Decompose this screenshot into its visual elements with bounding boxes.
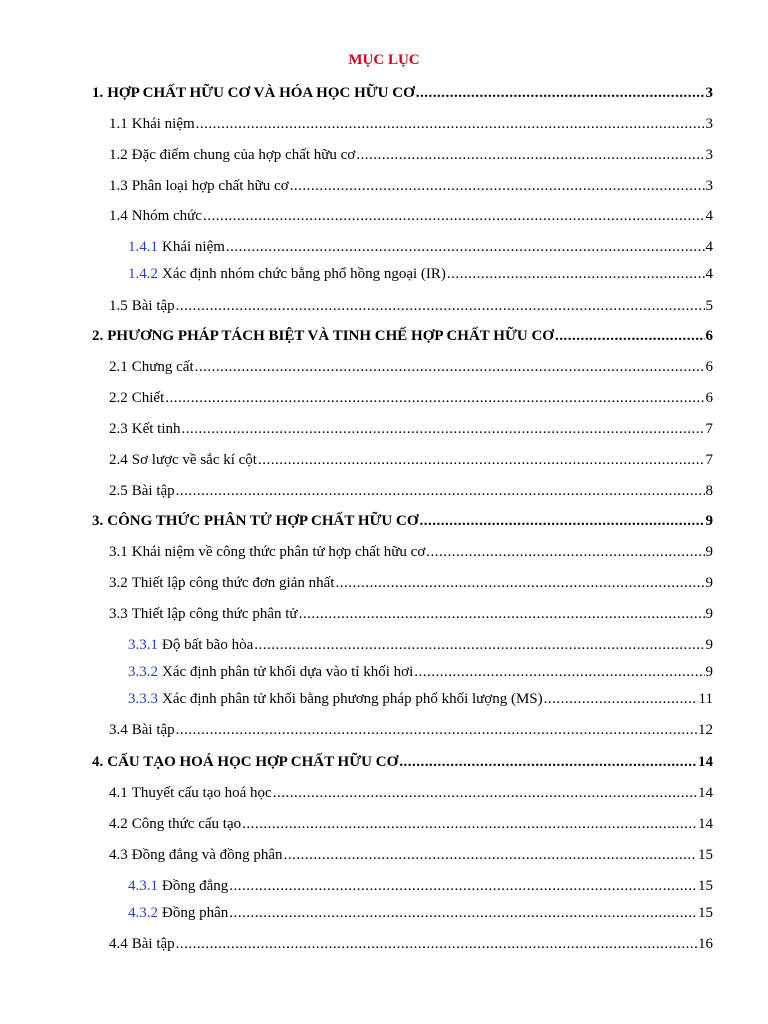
toc-leader [203, 207, 705, 225]
toc-entry-page: 3 [705, 85, 713, 101]
toc-leader [447, 265, 705, 283]
toc-entry-number: 4.1 [109, 785, 128, 801]
toc-leader [182, 420, 705, 438]
toc-leader [299, 605, 705, 623]
toc-entry-number: 1.4.1 [128, 239, 158, 255]
toc-entry-page: 9 [705, 664, 713, 680]
toc-leader [335, 574, 704, 592]
toc-entry-3[interactable] [92, 512, 713, 530]
toc-entry-number: 2.1 [109, 359, 128, 375]
toc-entry-number: 3.1 [109, 544, 128, 560]
toc-leader [254, 636, 704, 654]
toc-entry-4-1[interactable] [109, 784, 713, 802]
toc-entry-number: 2. [92, 328, 104, 344]
toc-entry-page: 14 [698, 816, 713, 832]
toc-leader [176, 935, 697, 953]
toc-leader [242, 815, 697, 833]
toc-entry-page: 6 [705, 328, 713, 344]
toc-leader [555, 327, 705, 345]
toc-entry-3-1[interactable] [109, 543, 713, 561]
toc-entry-4-4[interactable] [109, 935, 713, 953]
toc-entry-number: 4. [92, 754, 104, 770]
toc-entry-page: 6 [705, 390, 713, 406]
toc-entry-number: 2.5 [109, 483, 128, 499]
toc-entry-number: 1. [92, 85, 104, 101]
toc-entry-text: CẤU TẠO HOÁ HỌC HỢP CHẤT HỮU CƠ [107, 754, 399, 770]
toc-entry-text: Chưng cất [131, 359, 194, 375]
toc-leader [414, 663, 704, 681]
toc-entry-text: Sơ lược về sắc kí cột [131, 452, 257, 468]
toc-entry-page: 9 [705, 637, 713, 653]
toc-entry-text: Bài tập [131, 483, 175, 499]
toc-entry-page: 14 [698, 754, 713, 770]
toc-entry-number: 1.4.2 [128, 266, 158, 282]
toc-entry-page: 16 [698, 936, 713, 952]
toc-entry-text: Thuyết cấu tạo hoá học [131, 785, 272, 801]
toc-entry-number: 4.3.1 [128, 878, 158, 894]
toc-entry-number: 3.2 [109, 575, 128, 591]
toc-entry-page: 3 [705, 116, 713, 132]
toc-entry-text: PHƯƠNG PHÁP TÁCH BIỆT VÀ TINH CHẾ HỢP CHẤT HỮU CƠ [107, 328, 554, 344]
toc-entry-text: Công thức cấu tạo [131, 816, 242, 832]
toc-entry-text: Thiết lập công thức phân tử [131, 606, 298, 622]
toc-entry-number: 2.2 [109, 390, 128, 406]
toc-entry-number: 2.4 [109, 452, 128, 468]
toc-entry-3-2[interactable] [109, 574, 713, 592]
toc-leader [544, 690, 698, 708]
toc-entry-2-2[interactable] [109, 389, 713, 407]
toc-entry-1-4-2[interactable] [128, 265, 713, 283]
toc-entry-1-4[interactable] [109, 207, 713, 225]
toc-entry-4[interactable] [92, 753, 713, 771]
toc-entry-page: 9 [705, 606, 713, 622]
toc-leader [258, 451, 705, 469]
toc-leader [290, 177, 705, 195]
toc-entry-page: 4 [705, 239, 713, 255]
toc-leader [226, 238, 705, 256]
toc-entry-text: Khái niệm [162, 239, 225, 255]
toc-entry-page: 5 [705, 298, 713, 314]
toc-leader [284, 846, 697, 864]
toc-entry-page: 9 [705, 575, 713, 591]
toc-leader [176, 297, 705, 315]
toc-entry-page: 15 [698, 878, 713, 894]
toc-entry-3-3-1[interactable] [128, 636, 713, 654]
toc-entry-4-3-2[interactable] [128, 904, 713, 922]
toc-entry-text: Phân loại hợp chất hữu cơ [131, 178, 289, 194]
toc-entry-3-4[interactable] [109, 721, 713, 739]
toc-title: MỤC LỤC [348, 52, 420, 68]
toc-entry-text: Xác định phân tử khối dựa vào tỉ khối hơi [162, 664, 414, 680]
toc-entry-text: HỢP CHẤT HỮU CƠ VÀ HÓA HỌC HỮU CƠ [107, 85, 415, 101]
toc-leader [229, 877, 697, 895]
toc-entry-text: Độ bất bão hòa [162, 637, 254, 653]
toc-entry-number: 2.3 [109, 421, 128, 437]
toc-leader [196, 115, 705, 133]
toc-entry-1[interactable] [92, 84, 713, 102]
toc-entry-number: 1.3 [109, 178, 128, 194]
toc-entry-text: Thiết lập công thức đơn giản nhất [131, 575, 335, 591]
toc-entry-page: 4 [705, 266, 713, 282]
toc-entry-text: Khái niệm [131, 116, 195, 132]
toc-entry-2-5[interactable] [109, 482, 713, 500]
toc-leader [273, 784, 697, 802]
toc-entry-1-5[interactable] [109, 297, 713, 315]
toc-entry-page: 6 [705, 359, 713, 375]
toc-entry-2-1[interactable] [109, 358, 713, 376]
toc-entry-3-3-3[interactable] [128, 690, 713, 708]
toc-entry-page: 15 [698, 905, 713, 921]
toc-leader [416, 84, 705, 102]
toc-entry-text: Đồng phân [162, 905, 229, 921]
toc-entry-4-3-1[interactable] [128, 877, 713, 895]
toc-entry-text: Chiết [131, 390, 165, 406]
toc-leader [229, 904, 697, 922]
toc-entry-page: 7 [705, 452, 713, 468]
toc-entry-text: Nhóm chức [131, 208, 202, 224]
toc-entry-page: 3 [705, 147, 713, 163]
toc-entry-number: 4.4 [109, 936, 128, 952]
toc-entry-page: 8 [705, 483, 713, 499]
toc-entry-number: 3. [92, 513, 104, 529]
toc-leader [356, 146, 704, 164]
toc-entry-page: 15 [698, 847, 713, 863]
toc-entry-1-2[interactable] [109, 146, 713, 164]
toc-entry-3-3-2[interactable] [128, 663, 713, 681]
toc-entry-text: Bài tập [131, 722, 175, 738]
toc-leader [426, 543, 704, 561]
toc-entry-text: Kết tinh [131, 421, 181, 437]
toc-entry-number: 3.3.3 [128, 691, 158, 707]
toc-entry-number: 1.5 [109, 298, 128, 314]
toc-leader [176, 721, 697, 739]
toc-entry-4-2[interactable] [109, 815, 713, 833]
toc-leader [195, 358, 705, 376]
toc-entry-4-3[interactable] [109, 846, 713, 864]
toc-entry-page: 14 [698, 785, 713, 801]
toc-entry-2[interactable] [92, 327, 713, 345]
toc-entry-text: Đồng đẳng và đồng phân [131, 847, 283, 863]
toc-entry-2-4[interactable] [109, 451, 713, 469]
toc-entry-number: 3.3 [109, 606, 128, 622]
toc-entry-number: 4.3.2 [128, 905, 158, 921]
toc-entry-2-3[interactable] [109, 420, 713, 438]
toc-entry-text: CÔNG THỨC PHÂN TỬ HỢP CHẤT HỮU CƠ [107, 513, 419, 529]
toc-entry-1-3[interactable] [109, 177, 713, 195]
toc-leader [165, 389, 704, 407]
toc-leader [420, 512, 705, 530]
toc-entry-text: Đồng đẳng [162, 878, 229, 894]
toc-entry-text: Bài tập [131, 936, 175, 952]
toc-entry-1-1[interactable] [109, 115, 713, 133]
toc-entry-text: Bài tập [131, 298, 175, 314]
toc-entry-text: Khái niệm về công thức phân tử hợp chất hữu cơ [131, 544, 426, 560]
toc-entry-page: 9 [705, 544, 713, 560]
toc-entry-text: Xác định nhóm chức bằng phổ hồng ngoại (IR) [162, 266, 446, 282]
toc-entry-number: 1.2 [109, 147, 128, 163]
toc-entry-text: Đặc điểm chung của hợp chất hữu cơ [131, 147, 356, 163]
toc-entry-page: 12 [698, 722, 713, 738]
toc-entry-number: 3.3.1 [128, 637, 158, 653]
toc-entry-number: 3.3.2 [128, 664, 158, 680]
toc-entry-3-3[interactable] [109, 605, 713, 623]
toc-entry-1-4-1[interactable] [128, 238, 713, 256]
toc-entry-number: 4.2 [109, 816, 128, 832]
toc-leader [399, 753, 697, 771]
toc-entry-number: 1.4 [109, 208, 128, 224]
toc-entry-text: Xác định phân tử khối bằng phương pháp phổ khối lượng (MS) [162, 691, 543, 707]
toc-entry-number: 4.3 [109, 847, 128, 863]
toc-entry-page: 4 [705, 208, 713, 224]
toc-entry-page: 7 [705, 421, 713, 437]
toc-leader [176, 482, 705, 500]
toc-entry-page: 9 [705, 513, 713, 529]
toc-entry-number: 1.1 [109, 116, 128, 132]
toc-entry-page: 11 [698, 691, 713, 707]
toc-entry-number: 3.4 [109, 722, 128, 738]
toc-entry-page: 3 [705, 178, 713, 194]
